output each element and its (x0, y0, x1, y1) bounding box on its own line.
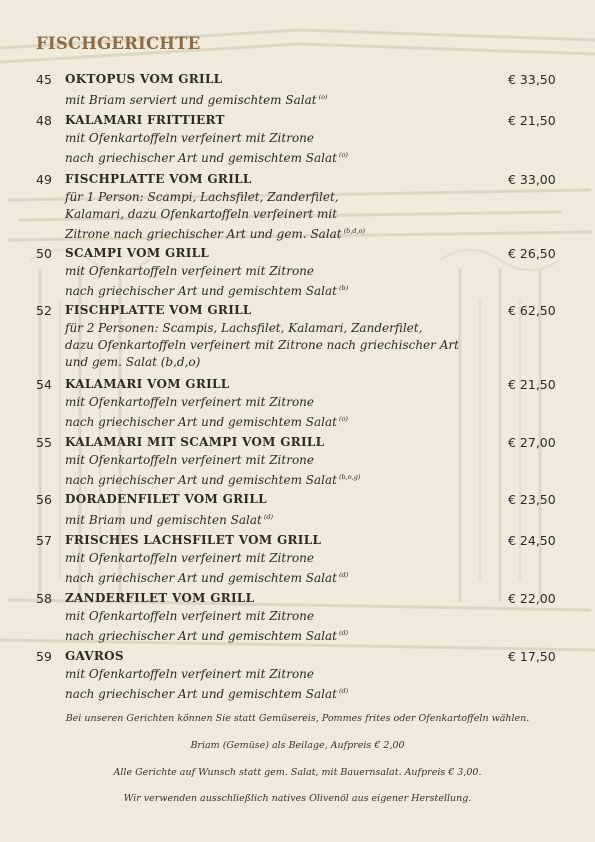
description-line (65, 567, 505, 587)
menu-item-number: 59 (36, 649, 52, 664)
description-text: Kalamari, dazu Ofenkartoffeln verfeinert mit (65, 207, 338, 221)
menu-item-number: 45 (36, 72, 52, 87)
menu-item-number: 54 (36, 377, 52, 392)
description-text: mit Ofenkartoffeln verfeinert mit Zitrone (65, 551, 314, 565)
description-text: für 2 Personen: Scampis, Lachsfilet, Kalamari, Zanderfilet, (65, 321, 423, 335)
description-text: nach griechischer Art und gemischtem Salat (65, 151, 337, 165)
menu-item-description (65, 320, 505, 371)
menu-item-description (65, 509, 505, 529)
menu-item-number: 55 (36, 435, 52, 450)
allergen-code: (d) (338, 687, 349, 695)
description-text: mit Ofenkartoffeln verfeinert mit Zitrone (65, 453, 314, 467)
menu-item-description (65, 608, 505, 645)
menu-item-name: FISCHPLATTE VOM GRILL (65, 303, 252, 317)
menu-item-name: OKTOPUS VOM GRILL (65, 72, 223, 86)
description-text: und gem. Salat (b,d,o) (65, 355, 201, 369)
allergen-code: (o) (338, 415, 348, 423)
allergen-code: (o) (338, 151, 348, 159)
description-text: nach griechischer Art und gemischtem Salat (65, 415, 337, 429)
menu-item-price: € 62,50 (508, 303, 556, 318)
menu-item-description (65, 666, 505, 703)
menu-item-number: 58 (36, 591, 52, 606)
description-text: Zitrone nach griechischer Art und gem. Salat (65, 227, 342, 241)
menu-item-description (65, 263, 505, 300)
menu-item-number: 56 (36, 492, 52, 507)
description-text: mit Ofenkartoffeln verfeinert mit Zitrone (65, 264, 314, 278)
menu-item-price: € 21,50 (508, 377, 556, 392)
description-line (65, 394, 505, 411)
allergen-code: (b,d,o) (343, 227, 366, 235)
description-line (65, 666, 505, 683)
menu-item-name: SCAMPI VOM GRILL (65, 246, 210, 260)
menu-item-name: KALAMARI FRITTIERT (65, 113, 225, 127)
menu-item-name: FRISCHES LACHSFILET VOM GRILL (65, 533, 322, 547)
description-text: mit Ofenkartoffeln verfeinert mit Zitrone (65, 131, 314, 145)
description-line (65, 223, 505, 243)
menu-item-description (65, 452, 505, 489)
menu-item-price: € 33,00 (508, 172, 556, 187)
description-line (65, 263, 505, 280)
menu-item-price: € 24,50 (508, 533, 556, 548)
menu-item-price: € 22,00 (508, 591, 556, 606)
menu-item-price: € 23,50 (508, 492, 556, 507)
allergen-code: (b) (338, 284, 349, 292)
footer-note: Wir verwenden ausschließlich natives Olivenöl aus eigener Herstellung. (123, 793, 472, 804)
description-text: mit Briam serviert und gemischtem Salat (65, 93, 317, 107)
description-text: mit Ofenkartoffeln verfeinert mit Zitrone (65, 395, 314, 409)
description-line (65, 683, 505, 703)
menu-item-price: € 27,00 (508, 435, 556, 450)
description-line (65, 189, 505, 206)
allergen-code: (o) (318, 93, 328, 101)
description-line (65, 147, 505, 167)
description-line (65, 550, 505, 567)
allergen-code: (d) (338, 629, 349, 637)
menu-item-description (65, 394, 505, 431)
description-text: nach griechischer Art und gemischtem Salat (65, 284, 337, 298)
footer-note: Bei unseren Gerichten können Sie statt Gemüsereis, Pommes frites oder Ofenkartoffeln wählen. (65, 713, 530, 724)
description-line (65, 320, 505, 337)
menu-item-description (65, 550, 505, 587)
menu-item-description (65, 130, 505, 167)
description-line (65, 280, 505, 300)
description-line (65, 452, 505, 469)
section-heading: FISCHGERICHTE (36, 34, 201, 53)
description-text: dazu Ofenkartoffeln verfeinert mit Zitrone nach griechischer Art (65, 338, 459, 352)
description-text: mit Briam und gemischten Salat (65, 513, 262, 527)
menu-item-price: € 21,50 (508, 113, 556, 128)
menu-item-name: KALAMARI VOM GRILL (65, 377, 230, 391)
description-text: nach griechischer Art und gemischtem Salat (65, 629, 337, 643)
menu-item-name: ZANDERFILET VOM GRILL (65, 591, 255, 605)
description-text: nach griechischer Art und gemischtem Salat (65, 571, 337, 585)
allergen-code: (b,o,g) (338, 473, 361, 481)
menu-item-price: € 26,50 (508, 246, 556, 261)
description-line (65, 625, 505, 645)
menu-item-price: € 33,50 (508, 72, 556, 87)
allergen-code: (d) (338, 571, 349, 579)
description-line (65, 354, 505, 371)
menu-item-number: 57 (36, 533, 52, 548)
description-line (65, 130, 505, 147)
menu-item-number: 48 (36, 113, 52, 128)
description-text: nach griechischer Art und gemischtem Salat (65, 473, 337, 487)
menu-item-number: 49 (36, 172, 52, 187)
menu-item-name: FISCHPLATTE VOM GRILL (65, 172, 252, 186)
menu-item-number: 52 (36, 303, 52, 318)
menu-item-description (65, 189, 505, 243)
description-line (65, 89, 505, 109)
allergen-code: (d) (263, 513, 274, 521)
menu-item-description (65, 89, 505, 109)
menu-item-price: € 17,50 (508, 649, 556, 664)
menu-item-number: 50 (36, 246, 52, 261)
description-text: für 1 Person: Scampi, Lachsfilet, Zanderfilet, (65, 190, 339, 204)
description-text: mit Ofenkartoffeln verfeinert mit Zitrone (65, 667, 314, 681)
menu-item-name: KALAMARI MIT SCAMPI VOM GRILL (65, 435, 325, 449)
description-text: mit Ofenkartoffeln verfeinert mit Zitrone (65, 609, 314, 623)
description-line (65, 411, 505, 431)
menu-item-name: DORADENFILET VOM GRILL (65, 492, 267, 506)
description-line (65, 509, 505, 529)
description-line (65, 469, 505, 489)
description-line (65, 206, 505, 223)
footer-note: Alle Gerichte auf Wunsch statt gem. Salat, mit Bauernsalat. Aufpreis € 3,00. (113, 767, 482, 778)
description-line (65, 608, 505, 625)
menu-item-name: GAVROS (65, 649, 124, 663)
description-text: nach griechischer Art und gemischtem Salat (65, 687, 337, 701)
description-line (65, 337, 505, 354)
footer-note: Briam (Gemüse) als Beilage, Aufpreis € 2,00 (190, 740, 405, 751)
